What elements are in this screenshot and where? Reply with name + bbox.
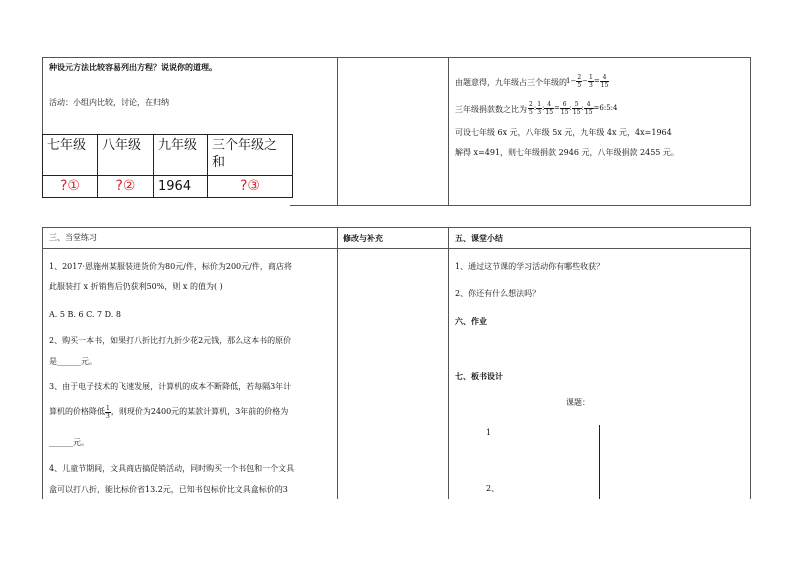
- practice-q3-line1: 3、由于电子技术的飞速发展，计算机的成本不断降低，若每隔3年计: [49, 382, 292, 391]
- practice-q3-line3: ______元。: [49, 438, 89, 447]
- fraction-numerator: 2: [529, 100, 533, 108]
- fraction-denominator: 15: [600, 81, 609, 89]
- practice-heading: 三、当堂练习: [49, 233, 97, 242]
- q3-fraction-denominator: 3: [106, 412, 110, 420]
- practice-q4-line1: 4、儿童节期间，文具商店搞促销活动，同时购买一个书包和一个文具: [49, 464, 295, 473]
- q3-text-before: 算机的价格降低: [49, 407, 105, 416]
- grade-table: [42, 134, 293, 198]
- fraction-numerator: 1: [589, 73, 593, 81]
- top-border-top: [42, 57, 751, 58]
- unknown-1: ?①: [60, 178, 80, 194]
- header-grade9: 九年级: [154, 135, 208, 176]
- expr2-symbol: =6:5:4: [593, 104, 618, 112]
- cell-grade9: 1964: [154, 176, 208, 198]
- expr1-symbol: −: [582, 77, 589, 85]
- grade-table-value-row: [43, 176, 293, 198]
- summary-item-2: 2、你还有什么想法吗？: [455, 289, 541, 298]
- header-total: 三个年级之和: [208, 135, 293, 176]
- expr2-symbol: :: [581, 104, 584, 112]
- fraction-denominator: 3: [589, 81, 593, 89]
- fraction-numerator: 1: [537, 100, 542, 108]
- bottom-border-right: [750, 227, 751, 499]
- practice-q2-line2: 是______元。: [49, 357, 97, 366]
- fraction-numerator: 6: [560, 101, 570, 109]
- grade-table-header-row: [43, 135, 293, 176]
- header-grade8: 八年级: [98, 135, 154, 176]
- fraction-numerator: 4: [600, 74, 610, 82]
- expr2-symbol: :: [569, 104, 572, 112]
- expr2-fraction: [569, 100, 582, 116]
- top-question: 种设元方法比较容易列出方程？说说你的道理。: [49, 62, 217, 72]
- header-grade7: 七年级: [43, 135, 98, 176]
- board-design-heading: 七、板书设计: [455, 371, 503, 381]
- expr1-symbol: =: [593, 77, 600, 85]
- expr2-fraction: [560, 101, 570, 116]
- solution-line2-prefix: 三年级捐款数之比为: [455, 105, 527, 114]
- practice-q4-line2: 盒可以打八折，能比标价省13.2元，已知书包标价比文具盒标价的3: [49, 485, 288, 494]
- fraction-numerator: 5: [572, 101, 582, 109]
- board-item-2: 2、: [486, 484, 500, 493]
- fraction-numerator: 4: [544, 101, 554, 109]
- unknown-3: ?③: [240, 178, 260, 194]
- expr2-fraction: [581, 100, 594, 116]
- summary-heading: 五、课堂小结: [455, 233, 503, 243]
- q3-text-after: ，则现价为2400元的某款计算机，3年前的价格为: [110, 407, 289, 416]
- expr1-fraction: [600, 74, 610, 89]
- board-topic-label: 课题：: [566, 398, 590, 407]
- summary-item-1: 1、通过这节课的学习活动你有哪些收获？: [455, 262, 605, 271]
- fraction-denominator: 3: [537, 108, 542, 116]
- top-col-divider-1: [337, 57, 338, 206]
- cell-grade8: [98, 176, 154, 198]
- fraction-numerator: 4: [584, 101, 594, 109]
- fraction-denominator: 15: [584, 108, 593, 116]
- top-activity: 活动：小组内比较，讨论，在归纳: [49, 98, 169, 107]
- expr1-symbol: 1−: [566, 77, 577, 85]
- bottom-border-top: [42, 227, 751, 228]
- solution-line2-expression: [528, 100, 617, 116]
- solution-line4: 解得 x=491，则七年级捐款 2946 元，八年级捐款 2455 元。: [455, 148, 679, 157]
- expr2-symbol: :: [533, 104, 537, 112]
- unknown-2: ?②: [115, 178, 136, 194]
- fraction-numerator: 2: [577, 73, 582, 81]
- fraction-denominator: 5: [577, 81, 582, 89]
- top-col-divider-2: [448, 57, 449, 206]
- expr2-fraction: [544, 101, 554, 116]
- bottom-col-divider-1: [337, 227, 338, 499]
- bottom-col-divider-2: [448, 227, 449, 499]
- fraction-denominator: 5: [529, 108, 533, 116]
- board-item-1: 1: [486, 428, 492, 437]
- top-border-right: [750, 57, 751, 206]
- solution-line1-expression: [566, 73, 609, 89]
- practice-q3-line2: [49, 404, 288, 420]
- cell-grade7: [43, 176, 98, 198]
- solution-line1-prefix: 由题意得，九年级占三个年级的: [455, 78, 567, 87]
- practice-q1-line2: 此服装打 x 折销售后仍获利50%，则 x 的值为( ): [49, 282, 223, 291]
- top-border-left: [42, 57, 43, 134]
- cell-total: [208, 176, 293, 198]
- revision-heading: 修改与补充: [343, 233, 383, 243]
- solution-line3: 可设七年级 6x 元，八年级 5x 元，九年级 4x 元，4x=1964: [455, 128, 672, 137]
- homework-heading: 六、作业: [455, 316, 487, 326]
- practice-q2-line1: 2、购买一本书，如果打八折比打九折少花2元钱，那么这本书的原价: [49, 336, 292, 345]
- bottom-border-left: [42, 227, 43, 499]
- fraction-denominator: 15: [545, 108, 554, 116]
- fraction-denominator: 15: [572, 108, 581, 116]
- practice-q1-line1: 1、2017·恩施州某服装进货价为80元/件，标价为200元/件，商店将: [49, 262, 292, 271]
- bottom-header-rule: [42, 248, 751, 249]
- practice-q1-options: A. 5 B. 6 C. 7 D. 8: [49, 310, 121, 319]
- expr2-symbol: :: [542, 104, 545, 112]
- fraction-denominator: 15: [560, 108, 569, 116]
- board-vertical-divider: [599, 425, 600, 499]
- q3-fraction-numerator: 1: [106, 404, 110, 412]
- top-border-bottom: [290, 205, 751, 206]
- expr2-symbol: =: [554, 104, 560, 112]
